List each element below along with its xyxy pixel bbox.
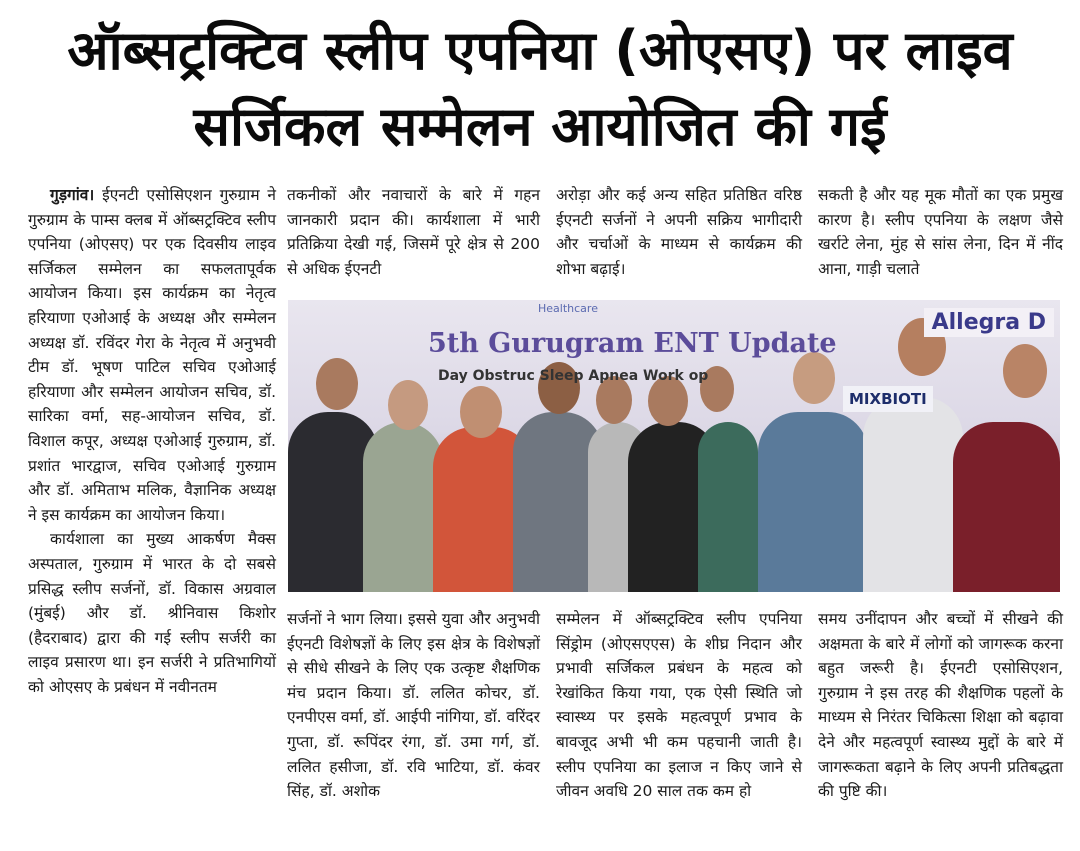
banner-title: 5th Gurugram ENT Update	[428, 328, 837, 359]
paragraph: ईएनटी एसोसिएशन गुरुग्राम ने गुरुग्राम के पाम्स क्लब में ऑब्सट्रक्टिव स्लीप एपनिया (ओएसए) पर एक दिवसीय लाइव सर्जिकल सम्मेलन का सफलतापूर्वक आयोजन किया। इस कार्यक्रम का नेतृत्व हरियाणा एओआई के अध्यक्ष और सम्मेलन अध्यक्ष डॉ. रविंदर गेरा के नेतृत्व में अनुभवी टीम डॉ. भूषण पाटिल सचिव एओआई हरियाणा और सम्मेलन आयोजन सचिव, डॉ. सारिका वर्मा, सह-आयोजन सचिव, डॉ. विशाल कपूर, अध्यक्ष एओआई गुरुग्राम, डॉ. प्रशांत भारद्वाज, सचिव एओआई गुरुग्राम और डॉ. अमिताभ मलिक, वैज्ञानिक अध्यक्ष ने इस कार्यक्रम का आयोजन किया।	[28, 186, 276, 524]
person-head	[316, 358, 358, 410]
person-head	[460, 386, 502, 438]
person-head	[388, 380, 428, 430]
event-photo	[288, 300, 1060, 592]
banner-subtitle: Day Obstruc Sleep Apnea Work op	[438, 368, 709, 384]
person-head	[1003, 344, 1047, 398]
article-column-3-top: अरोड़ा और कई अन्य सहित प्रतिष्ठित वरिष्ठ ईएनटी सर्जनों ने अपनी सक्रिय भागीदारी और चर्चाओं के माध्यम से कार्यक्रम की शोभा बढ़ाई।	[556, 186, 802, 278]
person	[863, 397, 963, 592]
article-column-3-bottom: सम्मेलन में ऑब्सट्रक्टिव स्लीप एपनिया सिंड्रोम (ओएसएएस) के शीघ्र निदान और प्रभावी सर्जिकल प्रबंधन के महत्व को रेखांकित किया गया, एक ऐसी स्थिति जो स्वास्थ्य पर इसके महत्वपूर्ण प्रभाव के बावजूद अभी भी कम पहचानी जाती है। स्लीप एपनिया का इलाज न किए जाने से जीवन अवधि 20 साल तक कम हो	[556, 610, 802, 801]
person	[758, 412, 868, 592]
person-head	[793, 352, 835, 404]
article-column-4-top: सकती है और यह मूक मौतों का एक प्रमुख कारण है। स्लीप एपनिया के लक्षण जैसे खर्राटे लेना, मुंह से सांस लेना, दिन में नींद आना, गाड़ी चलाते	[818, 186, 1063, 278]
article-column-2-top: तकनीकों और नवाचारों के बारे में गहन जानकारी प्रदान की। कार्यशाला में भारी प्रतिक्रिया देखी गई, जिसमें पूरे क्षेत्र से 200 से अधिक ईएनटी	[287, 186, 540, 278]
paragraph: कार्यशाला का मुख्य आकर्षण मैक्स अस्पताल, गुरुग्राम में भारत के दो सबसे प्रसिद्ध स्लीप सर्जनों, डॉ. विकास अग्रवाल (मुंबई) और डॉ. श्रीनिवास किशोर (हैदराबाद) द्वारा की गई स्लीप सर्जरी का लाइव प्रसारण था। इन सर्जरी ने प्रतिभागियों को ओएसए के प्रबंधन में नवीनतम	[28, 530, 276, 696]
article-column-1	[28, 183, 276, 699]
article-column-2-bottom: सर्जनों ने भाग लिया। इससे युवा और अनुभवी ईएनटी विशेषज्ञों के लिए इस क्षेत्र के विशेषज्ञों से सीधे सीखने के लिए एक उत्कृष्ट शैक्षणिक मंच प्रदान किया। डॉ. ललित कोचर, डॉ. एनपीएस वर्मा, डॉ. आईपी नांगिया, डॉ. वरिंदर गुप्ता, डॉ. रूपिंदर रंगा, डॉ. उमा गर्ग, डॉ. ललित हसीजा, डॉ. रवि भाटिया, डॉ. कंवर सिंह, डॉ. अशोक	[287, 610, 541, 801]
person	[953, 422, 1060, 592]
banner-brand: Healthcare	[538, 302, 598, 315]
person	[698, 422, 758, 592]
headline-line-1: ऑब्सट्रक्टिव स्लीप एपनिया (ओएसए) पर लाइव	[67, 19, 1013, 82]
article-column-4-bottom: समय उनींदापन और बच्चों में सीखने की अक्षमता के बारे में लोगों को जागरूक करना बहुत जरूरी है। ईएनटी एसोसिएशन, गुरुग्राम ने इस तरह की शैक्षणिक पहलों के माध्यम से निरंतर चिकित्सा शिक्षा को बढ़ावा देने और महत्वपूर्ण स्वास्थ्य मुद्दों के बारे में जागरूकता बढ़ाने के लिए अपनी प्रतिबद्धता की पुष्टि की।	[818, 610, 1063, 801]
headline-line-2: सर्जिकल सम्मेलन आयोजित की गई	[193, 95, 887, 158]
sponsor-banner: MIXBIOTI	[843, 386, 933, 412]
dateline: गुड़गांव।	[50, 186, 95, 204]
sponsor-banner: Allegra D	[924, 308, 1054, 337]
person	[363, 422, 443, 592]
